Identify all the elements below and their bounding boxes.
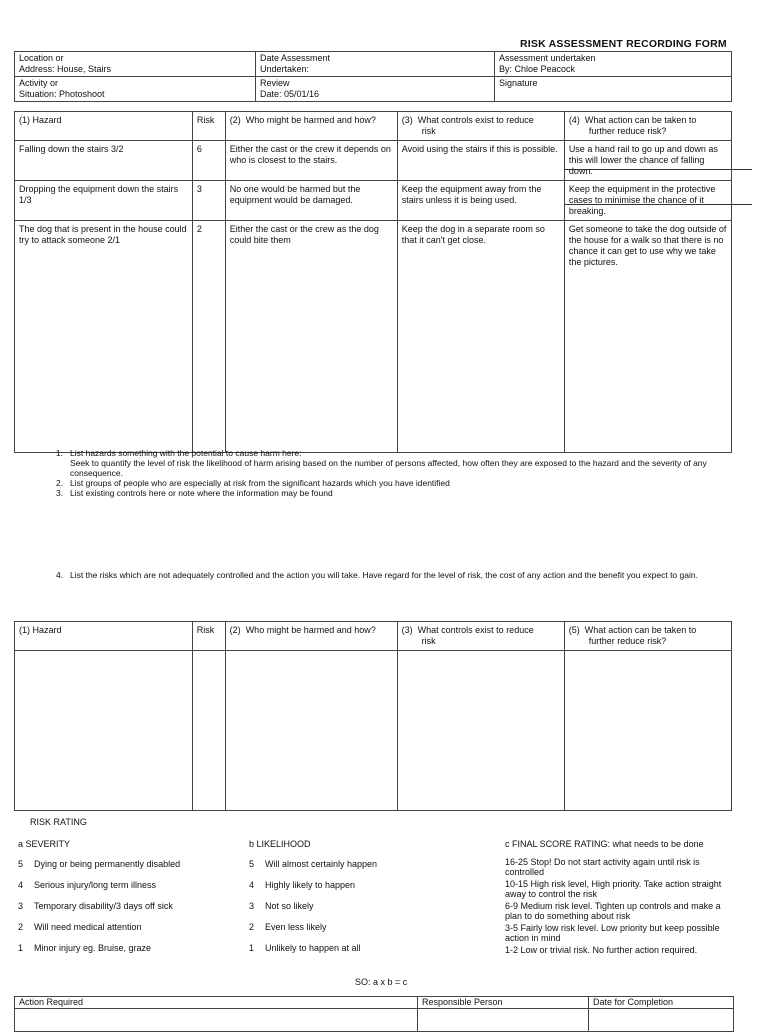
who-text: Who might be harmed and how?	[245, 115, 376, 125]
severity-number: 2	[18, 922, 24, 932]
likelihood-text: Will almost certainly happen	[265, 859, 378, 869]
instruction-item	[56, 488, 716, 498]
who-header	[225, 622, 397, 651]
likelihood-item	[249, 922, 449, 943]
hazard-table-header	[15, 112, 732, 141]
risk-cell[interactable]	[192, 651, 225, 811]
activity-cell	[15, 77, 256, 102]
situation-value: Situation: Photoshoot	[19, 89, 105, 99]
controls-cell: Keep the dog in a separate room so that it can't get close.	[397, 221, 564, 453]
instruction-number: 2.	[56, 478, 64, 488]
risk-header: Risk	[192, 622, 225, 651]
action-cell: Use a hand rail to go up and down as this will lower the chance of falling down.	[564, 141, 731, 181]
likelihood-item	[249, 901, 449, 922]
instruction-item	[56, 478, 716, 488]
action-text-1: What action can be taken to	[584, 115, 697, 125]
controls-num: (3)	[401, 625, 413, 635]
severity-item	[18, 859, 228, 880]
likelihood-text: Not so likely	[265, 901, 314, 911]
likelihood-title: b LIKELIHOOD	[249, 839, 311, 849]
date-completion-cell[interactable]	[589, 1009, 734, 1032]
location-label: Location or	[19, 53, 64, 63]
action-num: (4)	[568, 115, 580, 125]
who-cell: Either the cast or the crew as the dog could bite them	[225, 221, 397, 453]
final-score-item: 3-5 Fairly low risk level. Low priority but keep possible action in mind	[505, 923, 720, 943]
assessment-info-table	[14, 51, 732, 102]
table-row	[15, 1009, 734, 1032]
action-text-1: What action can be taken to	[584, 625, 697, 635]
likelihood-item	[249, 943, 449, 964]
who-cell: No one would be harmed but the equipment would be damaged.	[225, 181, 397, 221]
final-score-item: 10-15 High risk level, High priority. Take action straight away to control the risk	[505, 879, 722, 899]
table-row	[15, 141, 732, 181]
action-required-header: Action Required	[15, 997, 418, 1009]
responsible-person-cell[interactable]	[418, 1009, 589, 1032]
table-row	[15, 181, 732, 221]
severity-text: Will need medical attention	[34, 922, 142, 932]
severity-title: a SEVERITY	[18, 839, 71, 849]
instruction-number: 3.	[56, 488, 64, 498]
severity-item	[18, 943, 228, 964]
stray-line	[564, 169, 752, 170]
action-table-header	[15, 997, 734, 1009]
likelihood-number: 3	[249, 901, 255, 911]
likelihood-text: Even less likely	[265, 922, 327, 932]
date-label-2: Undertaken:	[260, 64, 310, 74]
action-cell[interactable]	[564, 651, 731, 811]
severity-number: 5	[18, 859, 24, 869]
location-cell	[15, 52, 256, 77]
table-row	[15, 221, 732, 453]
instruction-text: List the risks which are not adequately controlled and the action you will take. Have regard for the level of risk, the cost of any action and the benefit you expect to gain.	[70, 570, 698, 580]
likelihood-item	[249, 880, 449, 901]
hazard-cell: Falling down the stairs 3/2	[15, 141, 193, 181]
who-text: Who might be harmed and how?	[245, 625, 376, 635]
likelihood-number: 2	[249, 922, 255, 932]
hazard-table	[14, 111, 732, 453]
action-cell: Keep the equipment in the protective cases to minimise the chance of it breaking.	[564, 181, 731, 221]
risk-rating-title: RISK RATING	[30, 817, 87, 827]
who-cell: Either the cast or the crew it depends on who is closest to the stairs.	[225, 141, 397, 181]
severity-number: 1	[18, 943, 24, 953]
severity-item	[18, 880, 228, 901]
risk-cell: 3	[192, 181, 225, 221]
controls-cell: Avoid using the stairs if this is possible.	[397, 141, 564, 181]
likelihood-item	[249, 859, 449, 880]
instructions-list	[56, 448, 716, 498]
severity-text: Dying or being permanently disabled	[34, 859, 181, 869]
action-header	[564, 622, 731, 651]
instruction-text: List groups of people who are especially at risk from the significant hazards which you have identified	[70, 478, 450, 488]
date-completion-header: Date for Completion	[589, 997, 734, 1009]
address-value: Address: House, Stairs	[19, 64, 112, 74]
controls-cell[interactable]	[397, 651, 564, 811]
final-score-title: c FINAL SCORE RATING: what needs to be done	[505, 839, 704, 849]
instruction-number: 4.	[56, 570, 64, 580]
severity-item	[18, 922, 228, 943]
final-score-item: 6-9 Medium risk level. Tighten up controls and make a plan to do something about risk	[505, 901, 721, 921]
action-text-2: further reduce risk?	[588, 126, 667, 136]
who-header	[225, 112, 397, 141]
final-score-item: 16-25 Stop! Do not start activity again until risk is controlled	[505, 857, 700, 877]
hazard-header: (1) Hazard	[15, 622, 193, 651]
undertaken-by: By: Chloe Peacock	[499, 64, 576, 74]
activity-label: Activity or	[19, 78, 59, 88]
action-required-table	[14, 996, 734, 1032]
uncontrolled-risks-table	[14, 621, 732, 811]
review-cell	[256, 77, 495, 102]
review-date: Date: 05/01/16	[260, 89, 320, 99]
likelihood-number: 1	[249, 943, 255, 953]
who-num: (2)	[229, 115, 241, 125]
responsible-person-header: Responsible Person	[418, 997, 589, 1009]
who-num: (2)	[229, 625, 241, 635]
likelihood-number: 4	[249, 880, 255, 890]
uncontrolled-table-header	[15, 622, 732, 651]
controls-text-2: risk	[421, 636, 436, 646]
severity-text: Serious injury/long term illness	[34, 880, 157, 890]
signature-label: Signature	[499, 78, 538, 88]
form-title: RISK ASSESSMENT RECORDING FORM	[520, 38, 727, 50]
date-cell	[256, 52, 495, 77]
likelihood-list	[249, 859, 449, 964]
instruction-text: List hazards something with the potential to cause harm here:	[70, 448, 302, 458]
risk-cell: 2	[192, 221, 225, 453]
instruction-text: List existing controls here or note where the information may be found	[70, 488, 333, 498]
instruction-subtext: Seek to quantify the level of risk the likelihood of harm arising based on the number of persons affected, how often they are exposed to the hazard and the severity of any consequence.	[70, 458, 707, 478]
severity-item	[18, 901, 228, 922]
risk-cell: 6	[192, 141, 225, 181]
final-score-item: 1-2 Low or trivial risk. No further action required.	[505, 945, 698, 955]
controls-text-1: What controls exist to reduce	[417, 115, 534, 125]
action-cell: Get someone to take the dog outside of the house for a walk so that there is no chance it can get to use why we take the pictures.	[564, 221, 731, 453]
hazard-cell: Dropping the equipment down the stairs 1/3	[15, 181, 193, 221]
likelihood-number: 5	[249, 859, 255, 869]
controls-header	[397, 622, 564, 651]
stray-line	[564, 204, 752, 205]
instruction-item	[56, 448, 716, 478]
review-label: Review	[260, 78, 290, 88]
severity-text: Minor injury eg. Bruise, graze	[34, 943, 152, 953]
who-cell[interactable]	[225, 651, 397, 811]
controls-text-1: What controls exist to reduce	[417, 625, 534, 635]
formula-text: SO: a x b = c	[355, 977, 408, 987]
hazard-header: (1) Hazard	[15, 112, 193, 141]
severity-number: 3	[18, 901, 24, 911]
instruction-item	[56, 570, 726, 580]
instruction-number: 1.	[56, 448, 64, 458]
severity-list	[18, 859, 228, 964]
action-text-2: further reduce risk?	[588, 636, 667, 646]
risk-header: Risk	[192, 112, 225, 141]
controls-header	[397, 112, 564, 141]
action-num: (5)	[568, 625, 580, 635]
controls-cell: Keep the equipment away from the stairs unless it is being used.	[397, 181, 564, 221]
action-header	[564, 112, 731, 141]
undertaken-label: Assessment undertaken	[499, 53, 596, 63]
hazard-cell[interactable]	[15, 651, 193, 811]
final-score-list	[505, 857, 727, 967]
controls-text-2: risk	[421, 126, 436, 136]
severity-number: 4	[18, 880, 24, 890]
date-label-1: Date Assessment	[260, 53, 331, 63]
signature-cell	[495, 77, 732, 102]
likelihood-text: Highly likely to happen	[265, 880, 356, 890]
severity-text: Temporary disability/3 days off sick	[34, 901, 173, 911]
likelihood-text: Unlikely to happen at all	[265, 943, 361, 953]
undertaken-cell	[495, 52, 732, 77]
table-row	[15, 651, 732, 811]
instruction-item-4	[56, 570, 726, 580]
action-required-cell[interactable]	[15, 1009, 418, 1032]
controls-num: (3)	[401, 115, 413, 125]
hazard-cell: The dog that is present in the house could try to attack someone 2/1	[15, 221, 193, 453]
